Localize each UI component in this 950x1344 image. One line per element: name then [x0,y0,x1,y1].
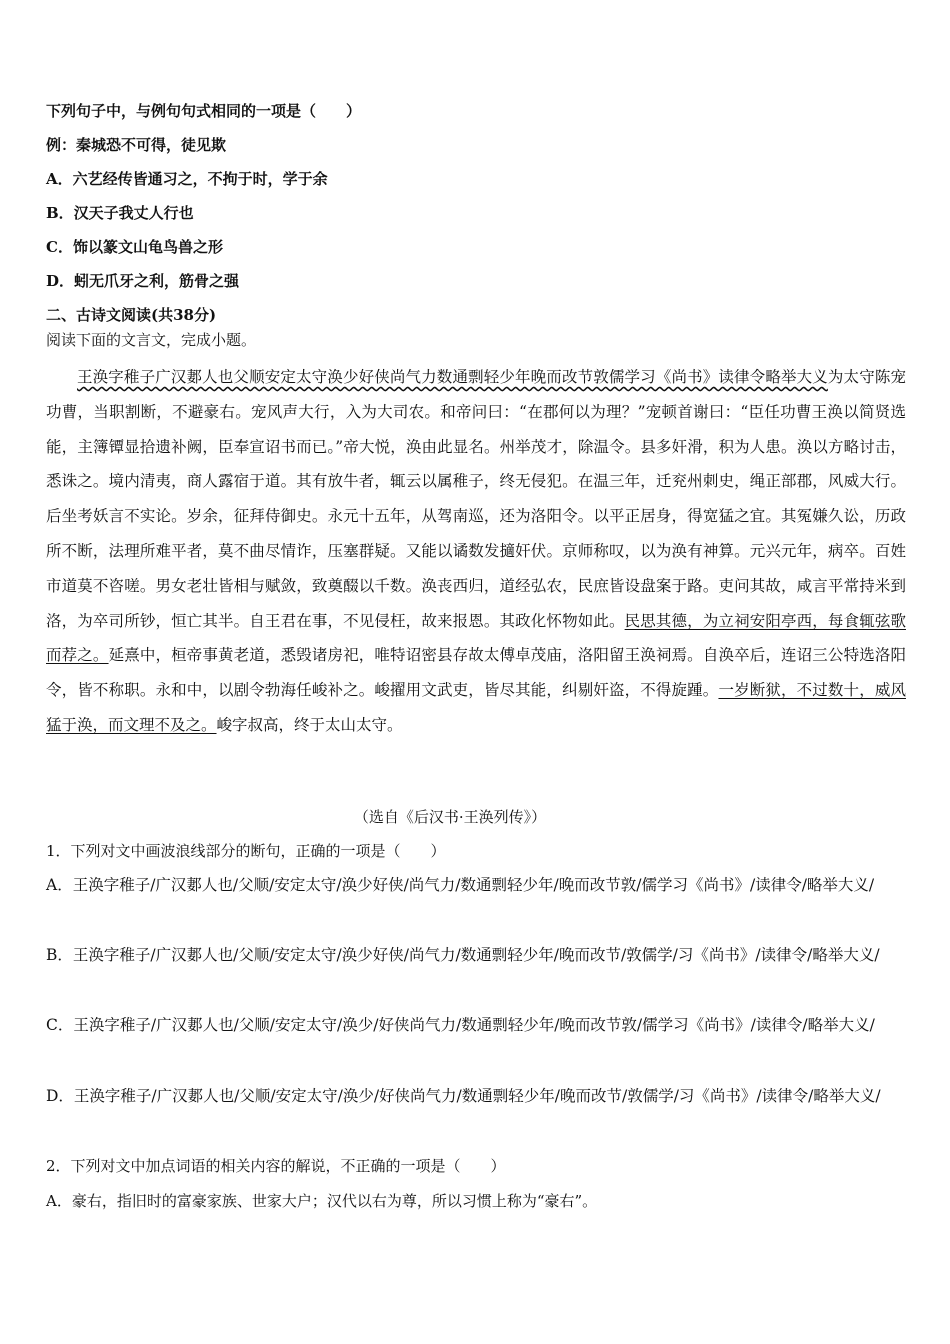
question-2-stem: 2．下列对文中加点词语的相关内容的解说，不正确的一项是（ ） [46,1157,506,1175]
q1-option-c: C．王涣字稚子/广汉郪人也/父顺/安定太守/涣少/好侠尚气力/数通剽轻少年/晚而改节敦/儒学习《尚书》/读律令/略举大义/ [46,1016,875,1034]
option-d: D．蚓无爪牙之利，筋骨之强 [46,272,240,290]
section-title: 二、古诗文阅读(共38分) [46,306,217,324]
option-c: C．饰以篆文山龟鸟兽之形 [46,238,223,256]
underlined-sentence-1: 民思其德，为立祠安阳亭西，每食辄弦歌而荐之。 [46,611,906,665]
question-stem: 下列句子中，与例句句式相同的一项是（ ） [46,102,362,120]
passage-text-2: 延熹中，桓帝事黄老道，悉毁诸房祀，唯特诏密县存故太傅卓茂庙，洛阳留王涣祠焉。自涣卒后，连诏三公特选洛阳令，皆不称职。永和中，以剧令勃海任峻补之。峻擢用文武吏，皆尽其能，纠剔奸盗，不得旋踵。 [46,646,906,700]
option-a: A．六艺经传皆通习之，不拘于时，学于余 [46,170,328,188]
question-1-stem: 1．下列对文中画波浪线部分的断句，正确的一项是（ ） [46,842,446,860]
q1-option-a: A．王涣字稚子/广汉郪人也/父顺/安定太守/涣少好侠/尚气力/数通剽轻少年/晚而改节敦/儒学习《尚书》/读律令/略举大义/ [46,876,875,894]
option-b: B．汉天子我丈人行也 [46,204,194,222]
q2-option-a: A．豪右，指旧时的富豪家族、世家大户；汉代以右为尊，所以习惯上称为“豪右”。 [46,1192,598,1210]
section-instruction: 阅读下面的文言文，完成小题。 [46,331,257,349]
passage-text-3: 峻字叔高，终于太山太守。 [216,715,403,734]
q1-option-b: B．王涣字稚子/广汉郪人也/父顺/安定太守/涣少好侠/尚气力/数通剽轻少年/晚而改节/敦儒学/习《尚书》/读律令/略举大义/ [46,946,880,964]
wavy-underlined-text: 王涣字稚子广汉郪人也父顺安定太守涣少好侠尚气力数通剽轻少年晚而改节敦儒学习《尚书》读律令略举大义 [77,368,828,386]
passage-text-1: 为太守陈宠功曹，当职割断，不避豪右。宠风声大行，入为大司农。和帝问曰：“在郡何以为理？”宠顿首谢曰：“臣任功曹王涣以简贤选能，主簿镡显拾遗补阙，臣奉宣诏书而已。”帝大悦，涣由此显名。州举茂才，除温令。县多奸滑，积为人患。涣以方略讨击，悉诛之。境内清夷，商人露宿于道。其有放牛者，辄云以属稚子，终无侵犯。在温三年，迁兖州刺史，绳正部郡，风威大行。后坐考妖言不实论。岁余，征拜侍御史。永元十五年，从驾南巡，还为洛阳令。以平正居身，得宽猛之宜。其冤嫌久讼，历政所不断，法理所难平者，莫不曲尽情诈，压塞群疑。又能以谲数发擿奸伏。京师称叹，以为涣有神算。元兴元年，病卒。百姓市道莫不咨嗟。男女老壮皆相与赋敛，致奠醊以千数。涣丧西归，道经弘农，民庶皆设盘案于路。吏问其故，咸言平常持米到洛，为卒司所钞，恒亡其半。自王君在事，不见侵枉，故来报恩。其政化怀物如此。 [46,368,906,630]
passage-source: （选自《后汉书·王涣列传》） [353,808,547,826]
q1-option-d: D．王涣字稚子/广汉郪人也/父顺/安定太守/涣少/好侠尚气力/数通剽轻少年/晚而改节/敦儒学/习《尚书》/读律令/略举大义/ [46,1087,881,1105]
underlined-sentence-2: 一岁断狱，不过数十，威风猛于涣，而文理不及之。 [46,681,906,734]
example-sentence: 例：秦城恐不可得，徒见欺 [46,136,227,154]
classical-passage [46,360,906,743]
